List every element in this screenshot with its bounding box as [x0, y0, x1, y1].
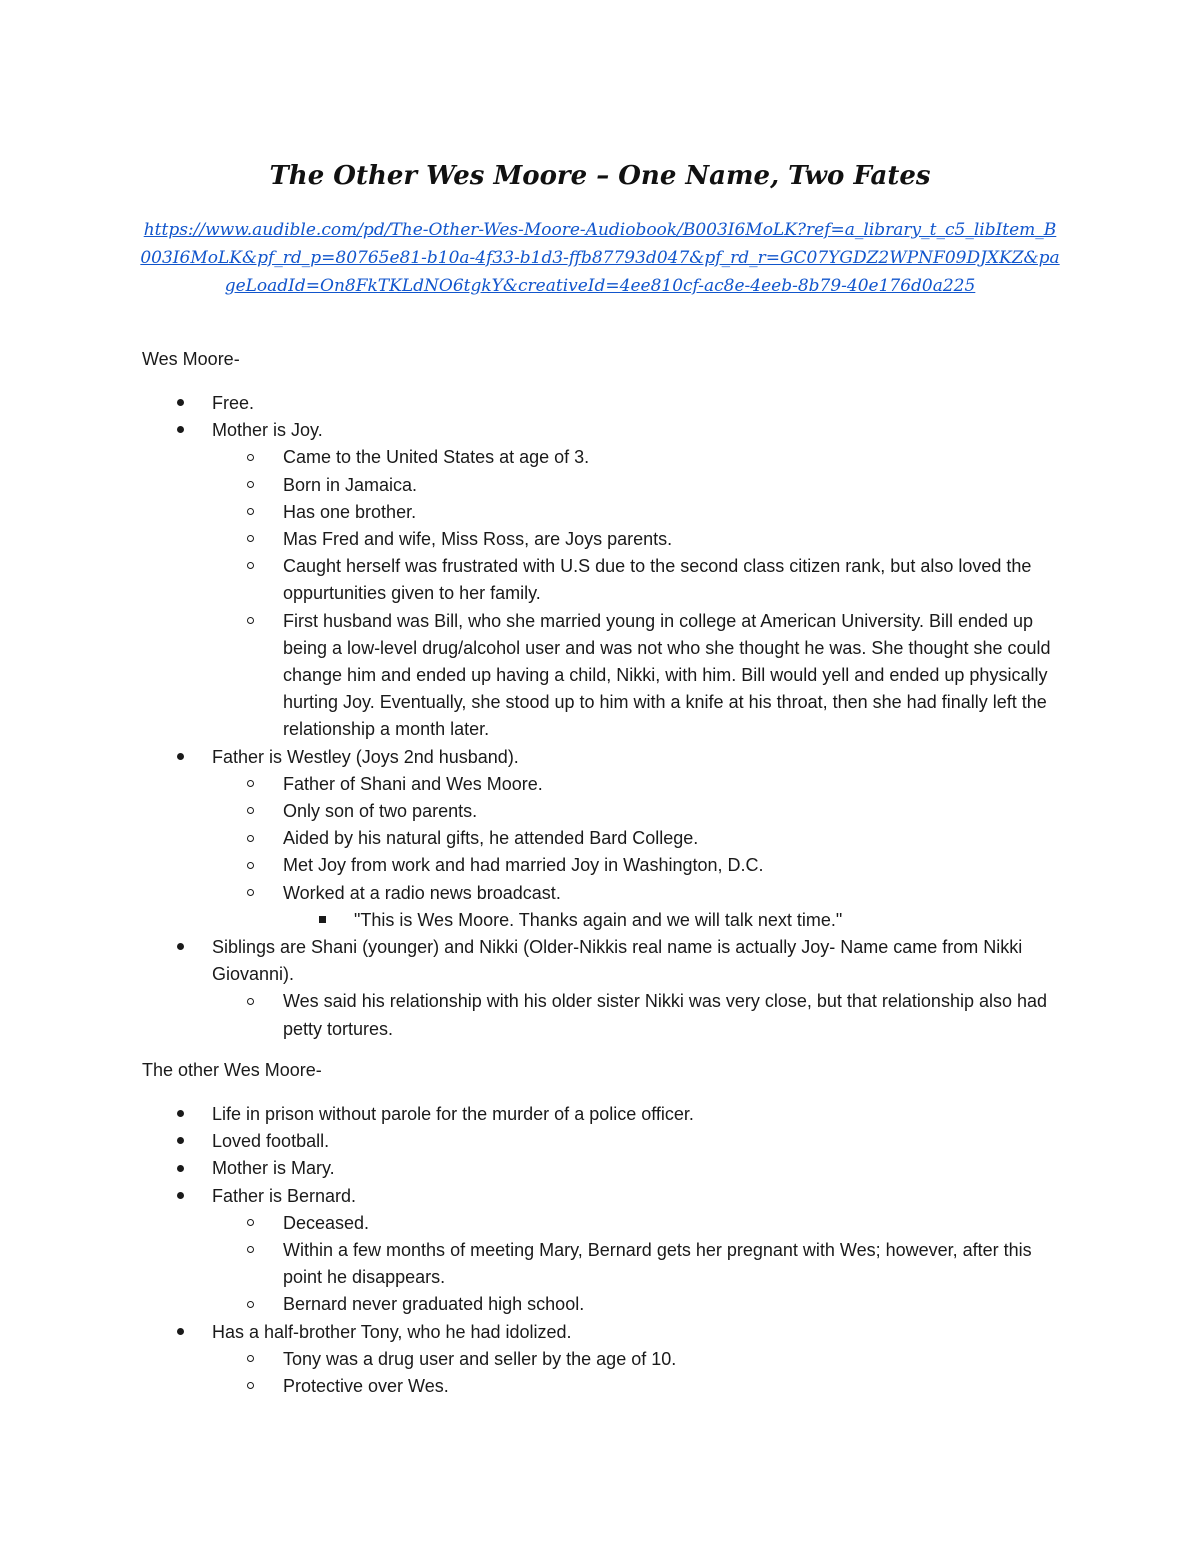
list-item [142, 1183, 1072, 1210]
hollow-bullet-icon [240, 526, 260, 553]
list-item-text: Bernard never graduated high school. [283, 1294, 585, 1315]
list-item [142, 1101, 1072, 1128]
section-list-wes-moore [142, 390, 1072, 1043]
list-item-text: Mother is Mary. [212, 1158, 335, 1179]
list-item [142, 390, 1072, 417]
list-item [142, 1346, 1072, 1373]
list-item-text: Siblings are Shani (younger) and Nikki (Older-Nikkis real name is actually Joy- Name came from Nikki Giovanni). [212, 937, 1023, 985]
list-item-text: Tony was a drug user and seller by the age of 10. [283, 1348, 677, 1369]
hollow-bullet-icon [240, 880, 260, 907]
list-item [142, 744, 1072, 771]
list-item [142, 417, 1072, 444]
hollow-bullet-icon [240, 444, 260, 471]
hollow-bullet-icon [240, 1346, 260, 1373]
filled-bullet-icon [170, 1128, 190, 1155]
section-heading-wes-moore: Wes Moore- [142, 349, 240, 369]
list-item-text: "This is Wes Moore. Thanks again and we will talk next time." [354, 909, 843, 930]
list-item-text: Mas Fred and wife, Miss Ross, are Joys parents. [283, 529, 673, 550]
filled-bullet-icon [170, 934, 190, 961]
list-item-text: Mother is Joy. [212, 420, 323, 441]
hollow-bullet-icon [240, 798, 260, 825]
hollow-bullet-icon [240, 499, 260, 526]
hollow-bullet-icon [240, 608, 260, 635]
list-item-text: Aided by his natural gifts, he attended Bard College. [283, 828, 699, 849]
list-item-text: Father of Shani and Wes Moore. [283, 773, 543, 794]
list-item [142, 1373, 1072, 1400]
list-item [142, 798, 1072, 825]
source-link[interactable]: https://www.audible.com/pd/The-Other-Wes-Moore-Audiobook/B003I6MoLK?ref=a_library_t_c5_libItem_B003I6MoLK&pf_rd_p=80765e81-b10a-4f33-b1d3-ffb87793d047&pf_rd_r=GC07YGDZ2WPNF09DJXKZ&pageLoadId=On8FkTKLdNO6tgkY&creativeId=4ee810cf-ac8e-4eeb-8b79-40e176d0a225 [140, 220, 1060, 296]
hollow-bullet-icon [240, 1291, 260, 1318]
list-item [142, 499, 1072, 526]
list-item [142, 1210, 1072, 1237]
hollow-bullet-icon [240, 472, 260, 499]
list-item-text: Protective over Wes. [283, 1376, 449, 1397]
list-item-text: Loved football. [212, 1131, 330, 1152]
hollow-bullet-icon [240, 988, 260, 1015]
list-item-text: Free. [212, 393, 255, 413]
list-item-text: Only son of two parents. [283, 801, 478, 822]
list-item-text: Came to the United States at age of 3. [283, 447, 590, 468]
list-item-text: Father is Bernard. [212, 1185, 357, 1206]
section-heading-other-wes-moore: The other Wes Moore- [142, 1060, 322, 1080]
list-item-text: Father is Westley (Joys 2nd husband). [212, 746, 519, 767]
filled-bullet-icon [170, 417, 190, 444]
list-item [142, 608, 1072, 744]
list-item [142, 1319, 1072, 1346]
list-item [142, 771, 1072, 798]
list-item-text: Life in prison without parole for the murder of a police officer. [212, 1104, 694, 1124]
hollow-bullet-icon [240, 852, 260, 879]
filled-bullet-icon [170, 390, 190, 417]
hollow-bullet-icon [240, 553, 260, 580]
list-item [142, 444, 1072, 471]
list-item [142, 1155, 1072, 1182]
list-item [142, 852, 1072, 879]
square-bullet-icon [312, 907, 332, 934]
hollow-bullet-icon [240, 1373, 260, 1400]
section-list-other-wes-moore [142, 1101, 1072, 1400]
hollow-bullet-icon [240, 1210, 260, 1237]
list-item-text: Born in Jamaica. [283, 474, 418, 495]
list-item [142, 526, 1072, 553]
hollow-bullet-icon [240, 771, 260, 798]
list-item [142, 553, 1072, 607]
list-item [142, 1237, 1072, 1291]
list-item-text: Has a half-brother Tony, who he had idolized. [212, 1321, 572, 1342]
list-item-text: Deceased. [283, 1212, 370, 1233]
list-item [142, 880, 1072, 907]
list-item [142, 825, 1072, 852]
list-item-text: First husband was Bill, who she married young in college at American University. Bill ended up being a low-level drug/alcohol user and was not who she thought he was. She thought she could change him and ended up having a child, Nikki, with him. Bill would yell and ended up physically hurting Joy. Eventually, she stood up to him with a knife at his throat, then she had finally left the relationship a month later. [283, 610, 1051, 740]
document-title: The Other Wes Moore – One Name, Two Fates [269, 161, 931, 191]
filled-bullet-icon [170, 1319, 190, 1346]
list-item-text: Worked at a radio news broadcast. [283, 882, 561, 903]
hollow-bullet-icon [240, 825, 260, 852]
list-item [142, 1128, 1072, 1155]
list-item [142, 1291, 1072, 1318]
list-item [142, 934, 1072, 988]
list-item-text: Wes said his relationship with his older sister Nikki was very close, but that relationship also had petty tortures. [283, 991, 1048, 1039]
list-item-text: Has one brother. [283, 501, 417, 522]
filled-bullet-icon [170, 1155, 190, 1182]
list-item [142, 907, 1072, 934]
filled-bullet-icon [170, 1183, 190, 1210]
filled-bullet-icon [170, 744, 190, 771]
list-item-text: Within a few months of meeting Mary, Bernard gets her pregnant with Wes; however, after this point he disappears. [283, 1240, 1032, 1288]
list-item-text: Caught herself was frustrated with U.S due to the second class citizen rank, but also loved the oppurtunities given to her family. [283, 556, 1032, 604]
list-item [142, 472, 1072, 499]
hollow-bullet-icon [240, 1237, 260, 1264]
filled-bullet-icon [170, 1101, 190, 1128]
list-item [142, 988, 1072, 1042]
list-item-text: Met Joy from work and had married Joy in Washington, D.C. [283, 855, 764, 876]
